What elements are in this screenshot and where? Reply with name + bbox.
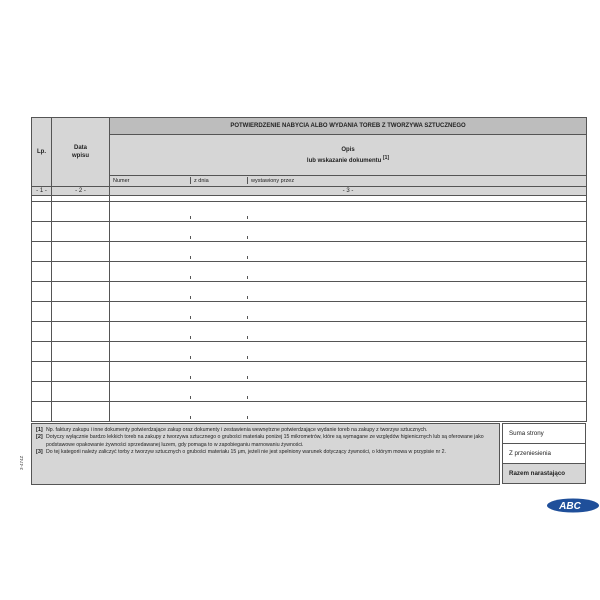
entry-date-cell[interactable] bbox=[52, 262, 110, 282]
razem-narastajaco-field[interactable]: Razem narastająco bbox=[502, 463, 586, 484]
footnote bbox=[36, 434, 495, 449]
field-separator-mark bbox=[190, 236, 191, 239]
field-separator-mark bbox=[190, 316, 191, 319]
field-separator-mark bbox=[190, 356, 191, 359]
entry-date-cell[interactable] bbox=[52, 242, 110, 262]
footnote-number: [3] bbox=[36, 448, 43, 455]
header-subcolumns bbox=[110, 176, 587, 187]
entry-lp-cell[interactable] bbox=[32, 222, 52, 242]
table-row bbox=[32, 402, 587, 422]
logo-text: ABC bbox=[559, 501, 581, 512]
form-title: POTWIERDZENIE NABYCIA ALBO WYDANIA TOREB Z TWORZYWA SZTUCZNEGO bbox=[110, 118, 587, 135]
entry-lp-cell[interactable] bbox=[32, 322, 52, 342]
entry-description-cell[interactable] bbox=[110, 322, 587, 342]
field-separator-mark bbox=[247, 316, 248, 319]
table-row bbox=[32, 302, 587, 322]
column-number-2: - 2 - bbox=[52, 187, 110, 196]
subheader-numer: Numer bbox=[113, 178, 130, 184]
footnote bbox=[36, 427, 495, 434]
header-lp: Lp. bbox=[32, 118, 52, 187]
table-row bbox=[32, 322, 587, 342]
field-separator-mark bbox=[190, 396, 191, 399]
entry-description-cell[interactable] bbox=[110, 282, 587, 302]
footnote-number: [1] bbox=[36, 427, 43, 433]
field-separator-mark bbox=[190, 276, 191, 279]
field-separator-mark bbox=[247, 256, 248, 259]
table-row bbox=[32, 282, 587, 302]
entry-lp-cell[interactable] bbox=[32, 362, 52, 382]
column-number-3: - 3 - bbox=[110, 187, 587, 196]
entry-description-cell[interactable] bbox=[110, 342, 587, 362]
field-separator-mark bbox=[247, 376, 248, 379]
entry-date-cell[interactable] bbox=[52, 282, 110, 302]
bag-register-form bbox=[31, 117, 585, 485]
entry-description-cell[interactable] bbox=[110, 222, 587, 242]
table-row bbox=[32, 342, 587, 362]
table-row bbox=[32, 202, 587, 222]
abc-logo bbox=[546, 498, 600, 513]
entry-lp-cell[interactable] bbox=[32, 342, 52, 362]
entry-lp-cell[interactable] bbox=[32, 382, 52, 402]
entry-lp-cell[interactable] bbox=[32, 242, 52, 262]
field-separator-mark bbox=[190, 376, 191, 379]
field-separator-mark bbox=[247, 296, 248, 299]
field-separator-mark bbox=[190, 336, 191, 339]
entry-date-cell[interactable] bbox=[52, 302, 110, 322]
header-date-line1: Data bbox=[73, 145, 87, 151]
footnotes bbox=[31, 423, 500, 485]
subheader-z-dnia: z dnia bbox=[194, 178, 209, 184]
field-separator-mark bbox=[247, 216, 248, 219]
table-row bbox=[32, 242, 587, 262]
summary-box bbox=[502, 423, 586, 485]
entry-date-cell[interactable] bbox=[52, 402, 110, 422]
entry-lp-cell[interactable] bbox=[32, 402, 52, 422]
entry-date-cell[interactable] bbox=[52, 342, 110, 362]
subheader-divider bbox=[247, 177, 248, 184]
header-opis bbox=[110, 135, 587, 176]
entry-lp-cell[interactable] bbox=[32, 302, 52, 322]
table-row bbox=[32, 362, 587, 382]
entry-date-cell[interactable] bbox=[52, 222, 110, 242]
table-row bbox=[32, 382, 587, 402]
field-separator-mark bbox=[247, 356, 248, 359]
opis-line2: lub wskazanie dokumentu bbox=[306, 157, 382, 164]
z-przeniesienia-field[interactable]: Z przeniesienia bbox=[502, 443, 586, 464]
subheader-divider bbox=[190, 177, 191, 184]
entry-description-cell[interactable] bbox=[110, 402, 587, 422]
entry-date-cell[interactable] bbox=[52, 362, 110, 382]
entry-description-cell[interactable] bbox=[110, 202, 587, 222]
column-number-1: - 1 - bbox=[32, 187, 52, 196]
footnote-number: [2] bbox=[36, 434, 43, 441]
suma-strony-field[interactable]: Suma strony bbox=[502, 423, 586, 444]
field-separator-mark bbox=[190, 296, 191, 299]
register-table bbox=[31, 117, 587, 422]
footnote bbox=[36, 449, 495, 456]
opis-footnote-ref: [1] bbox=[382, 154, 390, 161]
entry-rows bbox=[32, 202, 587, 422]
entry-lp-cell[interactable] bbox=[32, 282, 52, 302]
header-date-line2: wpisu bbox=[71, 153, 89, 159]
table-row bbox=[32, 222, 587, 242]
form-code: 3-474Z bbox=[19, 455, 24, 470]
subheader-wystawiony: wystawiony przez bbox=[251, 178, 295, 184]
field-separator-mark bbox=[247, 236, 248, 239]
field-separator-mark bbox=[247, 396, 248, 399]
field-separator-mark bbox=[190, 416, 191, 419]
header-date bbox=[52, 118, 110, 187]
field-separator-mark bbox=[247, 276, 248, 279]
field-separator-mark bbox=[247, 416, 248, 419]
field-separator-mark bbox=[190, 256, 191, 259]
entry-description-cell[interactable] bbox=[110, 362, 587, 382]
entry-lp-cell[interactable] bbox=[32, 202, 52, 222]
table-row bbox=[32, 262, 587, 282]
footnote-text: Do tej kategorii należy zaliczyć torby z tworzyw sztucznych o grubości materiału 15 μm, jeżeli nie jest spełniony warunek dotyczący żywności, o którym mowa w przypisie nr 2. bbox=[46, 448, 446, 455]
footnote-text: Dotyczy wyłącznie bardzo lekkich toreb na zakupy z tworzywa sztucznego o grubości materiału poniżej 15 mikrometrów, które są wymagane ze względów higienicznych lub są oferowane jako podstawowe opakowanie żywności sprzedawanej luzem, gdy pomaga to w zapobieganiu marnowaniu żywności. bbox=[46, 434, 484, 448]
field-separator-mark bbox=[190, 216, 191, 219]
entry-lp-cell[interactable] bbox=[32, 262, 52, 282]
opis-line1: Opis bbox=[341, 146, 355, 153]
entry-description-cell[interactable] bbox=[110, 382, 587, 402]
entry-description-cell[interactable] bbox=[110, 262, 587, 282]
entry-description-cell[interactable] bbox=[110, 242, 587, 262]
entry-date-cell[interactable] bbox=[52, 382, 110, 402]
entry-date-cell[interactable] bbox=[52, 202, 110, 222]
footnote-text: Np. faktury zakupu i inne dokumenty potwierdzające zakup oraz dokumenty i zestawienia wewnętrzne potwierdzające wydanie toreb na zakupy z tworzyw sztucznych. bbox=[46, 427, 428, 433]
field-separator-mark bbox=[247, 336, 248, 339]
entry-description-cell[interactable] bbox=[110, 302, 587, 322]
entry-date-cell[interactable] bbox=[52, 322, 110, 342]
